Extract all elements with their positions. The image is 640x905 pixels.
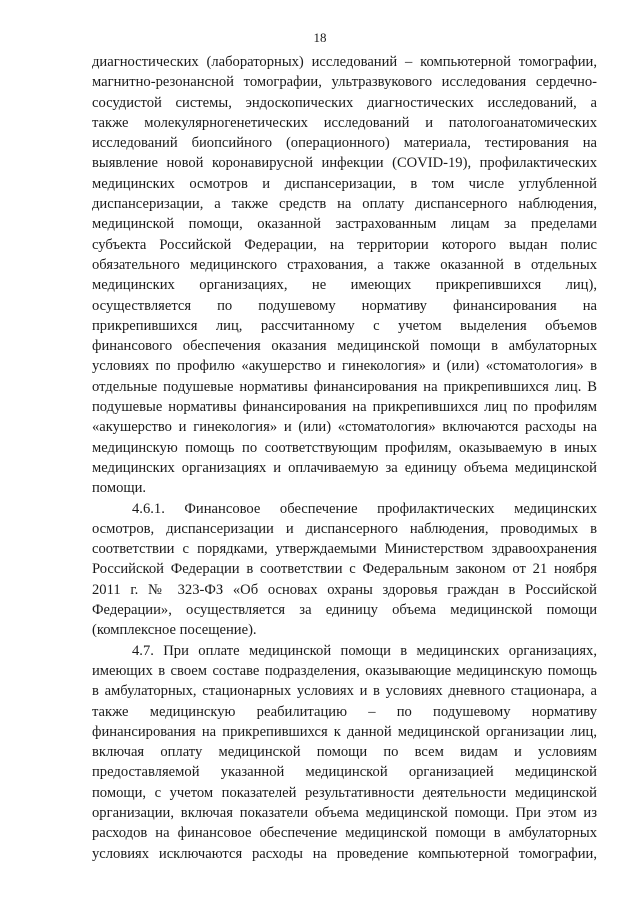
text-line: медицинскую помощь по соответствующим профилям, оказываемую в иных bbox=[92, 439, 597, 456]
text-line: также молекулярногенетических исследований и патологоанатомических bbox=[92, 114, 597, 131]
text-line: соответствии с порядками, утверждаемыми Министерством здравоохранения bbox=[92, 541, 597, 558]
text-line: организации, включая показатели объема медицинской помощи. При этом из bbox=[92, 804, 597, 821]
text-line: Федерации», осуществляется за единицу объема медицинской помощи bbox=[92, 602, 597, 619]
text-line: диагностических (лабораторных) исследований – компьютерной томографии, bbox=[92, 54, 597, 70]
text-line: выявление новой коронавирусной инфекции (COVID-19), профилактических bbox=[92, 155, 597, 172]
text-line: условиях исключаются расходы на проведение компьютерной томографии, bbox=[92, 845, 597, 862]
text-line: диспансеризации, а также средств на оплату диспансерного наблюдения, bbox=[92, 196, 597, 213]
text-line: подушевые нормативы финансирования на прикрепившихся лиц по профилям bbox=[92, 399, 597, 416]
paragraph-start-line: 4.7. При оплате медицинской помощи в медицинских организациях, bbox=[132, 642, 597, 659]
text-line: «акушерство и гинекология» и (или) «стоматология» включаются расходы на bbox=[92, 419, 597, 436]
text-line: условиях по профилю «акушерство и гинекология» и (или) «стоматология» в bbox=[92, 358, 597, 375]
body-text bbox=[92, 52, 597, 864]
page-number: 18 bbox=[313, 30, 327, 45]
text-line: осмотров, диспансеризации и диспансерного наблюдения, проводимых в bbox=[92, 520, 597, 537]
text-line: Российской Федерации в соответствии с Федеральным законом от 21 ноября bbox=[92, 561, 597, 578]
text-line: помощи, с учетом показателей результативности деятельности медицинской bbox=[92, 784, 597, 801]
text-line: осуществляется по подушевому нормативу финансирования на bbox=[92, 297, 597, 314]
text-line: 2011 г. № 323-ФЗ «Об основах охраны здоровья граждан в Российской bbox=[92, 581, 597, 598]
text-line: финансирования на прикрепившихся к данной медицинской организации лиц, bbox=[92, 723, 597, 740]
paragraph-start-line: 4.6.1. Финансовое обеспечение профилактических медицинских bbox=[132, 500, 597, 517]
text-line: обязательного медицинского страхования, а также оказанной в отдельных bbox=[92, 256, 597, 273]
text-line: сосудистой системы, эндоскопических диагностических исследований, а bbox=[92, 94, 597, 111]
paragraph-end-line: (комплексное посещение). bbox=[92, 622, 257, 639]
text-line: магнитно-резонансной томографии, ультразвукового исследования сердечно- bbox=[92, 74, 597, 91]
text-line: медицинских организациях, не имеющих прикрепившихся лиц), bbox=[92, 277, 597, 294]
text-line: медицинских осмотров и диспансеризации, в том числе углубленной bbox=[92, 175, 597, 192]
text-line: включая оплату медицинской помощи по всем видам и условиям bbox=[92, 744, 597, 761]
text-line: медицинской помощи, оказанной застрахованным лицам за пределами bbox=[92, 216, 597, 233]
text-line: расходов на финансовое обеспечение медицинской помощи в амбулаторных bbox=[92, 825, 597, 842]
text-line: имеющих в своем составе подразделения, оказывающие медицинскую помощь bbox=[92, 662, 597, 679]
text-line: медицинских организациях и оплачиваемую за единицу объема медицинской bbox=[92, 459, 597, 476]
text-line: в амбулаторных, стационарных условиях и в условиях дневного стационара, а bbox=[92, 683, 597, 700]
text-line: также медицинскую реабилитацию – по подушевому нормативу bbox=[92, 703, 597, 720]
paragraph-end-line: помощи. bbox=[92, 480, 147, 497]
text-line: финансового обеспечения оказания медицинской помощи в амбулаторных bbox=[92, 338, 597, 355]
text-line: субъекта Российской Федерации, на территории которого выдан полис bbox=[92, 236, 597, 253]
text-line: отдельные подушевые нормативы финансирования на прикрепившихся лиц. В bbox=[92, 378, 597, 395]
text-line: исследований биопсийного (операционного) материала, тестирования на bbox=[92, 135, 597, 152]
text-line: предоставляемой указанной медицинской организацией медицинской bbox=[92, 764, 597, 781]
text-line: прикрепившихся лиц, рассчитанному с учетом выделения объемов bbox=[92, 317, 597, 334]
